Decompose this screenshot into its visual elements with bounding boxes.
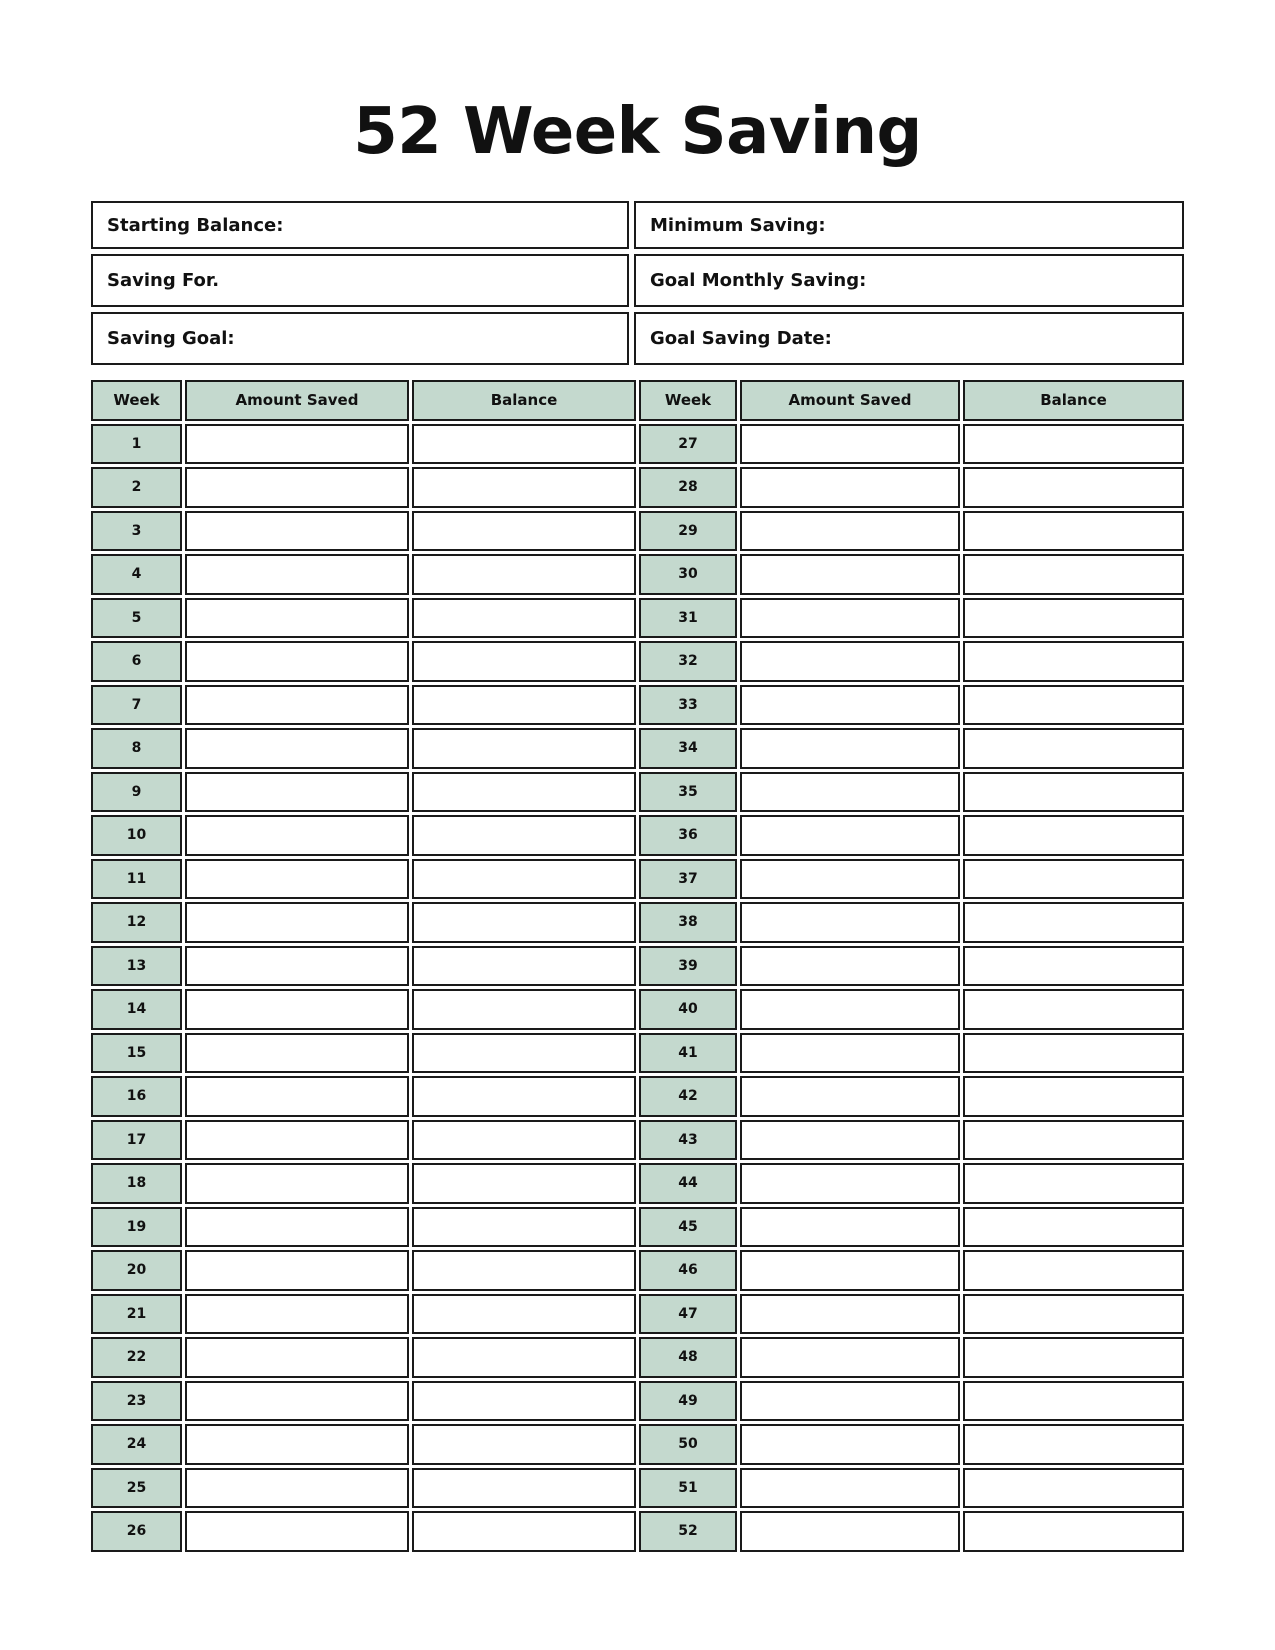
amount-saved-cell[interactable] bbox=[740, 1294, 960, 1335]
amount-saved-cell[interactable] bbox=[740, 728, 960, 769]
amount-saved-header: Amount Saved bbox=[185, 380, 409, 421]
balance-cell[interactable] bbox=[963, 1250, 1184, 1291]
week-number: 14 bbox=[91, 989, 182, 1030]
week-number: 16 bbox=[91, 1076, 182, 1117]
balance-cell[interactable] bbox=[963, 772, 1184, 813]
amount-saved-cell[interactable] bbox=[185, 1294, 409, 1335]
week-number: 22 bbox=[91, 1337, 182, 1378]
amount-saved-cell[interactable] bbox=[740, 1511, 960, 1552]
week-number: 24 bbox=[91, 1424, 182, 1465]
week-number: 51 bbox=[639, 1468, 737, 1509]
week-number: 31 bbox=[639, 598, 737, 639]
week-number: 9 bbox=[91, 772, 182, 813]
balance-cell[interactable] bbox=[963, 859, 1184, 900]
balance-cell[interactable] bbox=[963, 1468, 1184, 1509]
amount-saved-cell[interactable] bbox=[185, 511, 409, 552]
balance-cell[interactable] bbox=[412, 1424, 636, 1465]
amount-saved-cell[interactable] bbox=[740, 1424, 960, 1465]
balance-cell[interactable] bbox=[963, 902, 1184, 943]
amount-saved-cell[interactable] bbox=[185, 554, 409, 595]
week-number: 18 bbox=[91, 1163, 182, 1204]
amount-saved-cell[interactable] bbox=[740, 989, 960, 1030]
week-number: 42 bbox=[639, 1076, 737, 1117]
saving-goal-field[interactable] bbox=[91, 312, 629, 365]
week-number: 36 bbox=[639, 815, 737, 856]
balance-cell[interactable] bbox=[963, 1381, 1184, 1422]
amount-saved-cell[interactable] bbox=[740, 424, 960, 465]
week-number: 50 bbox=[639, 1424, 737, 1465]
balance-cell[interactable] bbox=[412, 989, 636, 1030]
balance-cell[interactable] bbox=[412, 728, 636, 769]
page-title: 52 Week Saving bbox=[353, 95, 922, 169]
week-number: 3 bbox=[91, 511, 182, 552]
week-number: 34 bbox=[639, 728, 737, 769]
week-number: 39 bbox=[639, 946, 737, 987]
week-number: 2 bbox=[91, 467, 182, 508]
amount-saved-cell[interactable] bbox=[740, 554, 960, 595]
balance-cell[interactable] bbox=[963, 1511, 1184, 1552]
amount-saved-cell[interactable] bbox=[185, 641, 409, 682]
amount-saved-cell[interactable] bbox=[185, 1207, 409, 1248]
goal-saving-date-label: Goal Saving Date: bbox=[650, 328, 832, 349]
balance-cell[interactable] bbox=[412, 1337, 636, 1378]
amount-saved-cell[interactable] bbox=[185, 989, 409, 1030]
balance-cell[interactable] bbox=[963, 1337, 1184, 1378]
week-number: 32 bbox=[639, 641, 737, 682]
week-number: 49 bbox=[639, 1381, 737, 1422]
week-number: 23 bbox=[91, 1381, 182, 1422]
week-number: 27 bbox=[639, 424, 737, 465]
balance-cell[interactable] bbox=[412, 424, 636, 465]
balance-cell[interactable] bbox=[412, 685, 636, 726]
amount-saved-cell[interactable] bbox=[185, 424, 409, 465]
amount-saved-cell[interactable] bbox=[740, 685, 960, 726]
week-number: 46 bbox=[639, 1250, 737, 1291]
balance-cell[interactable] bbox=[963, 1294, 1184, 1335]
balance-cell[interactable] bbox=[412, 1207, 636, 1248]
minimum-saving-label: Minimum Saving: bbox=[650, 214, 826, 236]
week-number: 29 bbox=[639, 511, 737, 552]
balance-cell[interactable] bbox=[963, 1120, 1184, 1161]
week-number: 41 bbox=[639, 1033, 737, 1074]
week-number: 33 bbox=[639, 685, 737, 726]
week-number: 25 bbox=[91, 1468, 182, 1509]
amount-saved-cell[interactable] bbox=[740, 641, 960, 682]
week-number: 8 bbox=[91, 728, 182, 769]
balance-header: Balance bbox=[963, 380, 1184, 421]
goal-saving-date-field[interactable] bbox=[634, 312, 1184, 365]
amount-saved-cell[interactable] bbox=[185, 1337, 409, 1378]
amount-saved-cell[interactable] bbox=[740, 1076, 960, 1117]
amount-saved-cell[interactable] bbox=[740, 859, 960, 900]
amount-saved-cell[interactable] bbox=[740, 1120, 960, 1161]
balance-cell[interactable] bbox=[963, 685, 1184, 726]
week-number: 47 bbox=[639, 1294, 737, 1335]
amount-saved-cell[interactable] bbox=[740, 772, 960, 813]
week-number: 13 bbox=[91, 946, 182, 987]
amount-saved-cell[interactable] bbox=[185, 1120, 409, 1161]
amount-saved-cell[interactable] bbox=[185, 1033, 409, 1074]
week-number: 45 bbox=[639, 1207, 737, 1248]
starting-balance-label: Starting Balance: bbox=[107, 214, 284, 236]
amount-saved-cell[interactable] bbox=[185, 1250, 409, 1291]
balance-cell[interactable] bbox=[412, 815, 636, 856]
amount-saved-cell[interactable] bbox=[740, 1250, 960, 1291]
week-number: 35 bbox=[639, 772, 737, 813]
balance-cell[interactable] bbox=[412, 511, 636, 552]
week-number: 44 bbox=[639, 1163, 737, 1204]
saving-goal-label: Saving Goal: bbox=[107, 328, 235, 349]
balance-cell[interactable] bbox=[963, 1163, 1184, 1204]
amount-saved-cell[interactable] bbox=[740, 946, 960, 987]
amount-saved-cell[interactable] bbox=[740, 1207, 960, 1248]
balance-cell[interactable] bbox=[412, 1163, 636, 1204]
week-number: 43 bbox=[639, 1120, 737, 1161]
week-number: 21 bbox=[91, 1294, 182, 1335]
amount-saved-cell[interactable] bbox=[185, 1163, 409, 1204]
balance-cell[interactable] bbox=[963, 554, 1184, 595]
amount-saved-cell[interactable] bbox=[740, 511, 960, 552]
week-number: 11 bbox=[91, 859, 182, 900]
balance-cell[interactable] bbox=[963, 1207, 1184, 1248]
balance-cell[interactable] bbox=[412, 598, 636, 639]
balance-cell[interactable] bbox=[412, 1511, 636, 1552]
week-number: 15 bbox=[91, 1033, 182, 1074]
balance-cell[interactable] bbox=[963, 467, 1184, 508]
balance-cell[interactable] bbox=[412, 1294, 636, 1335]
week-number: 26 bbox=[91, 1511, 182, 1552]
amount-saved-cell[interactable] bbox=[185, 1424, 409, 1465]
week-number: 30 bbox=[639, 554, 737, 595]
balance-cell[interactable] bbox=[412, 641, 636, 682]
week-number: 40 bbox=[639, 989, 737, 1030]
week-number: 1 bbox=[91, 424, 182, 465]
week-number: 52 bbox=[639, 1511, 737, 1552]
week-number: 28 bbox=[639, 467, 737, 508]
starting-balance-field[interactable] bbox=[91, 201, 629, 249]
amount-saved-cell[interactable] bbox=[185, 946, 409, 987]
amount-saved-cell[interactable] bbox=[740, 1381, 960, 1422]
amount-saved-cell[interactable] bbox=[185, 859, 409, 900]
week-number: 12 bbox=[91, 902, 182, 943]
balance-cell[interactable] bbox=[963, 641, 1184, 682]
saving-for-field[interactable] bbox=[91, 254, 629, 307]
amount-saved-cell[interactable] bbox=[185, 1076, 409, 1117]
minimum-saving-field[interactable] bbox=[634, 201, 1184, 249]
amount-saved-cell[interactable] bbox=[185, 1381, 409, 1422]
amount-saved-cell[interactable] bbox=[185, 685, 409, 726]
balance-cell[interactable] bbox=[412, 1033, 636, 1074]
week-number: 10 bbox=[91, 815, 182, 856]
amount-saved-cell[interactable] bbox=[740, 1163, 960, 1204]
balance-cell[interactable] bbox=[963, 1424, 1184, 1465]
balance-cell[interactable] bbox=[963, 815, 1184, 856]
balance-cell[interactable] bbox=[963, 989, 1184, 1030]
amount-saved-cell[interactable] bbox=[740, 467, 960, 508]
goal-monthly-saving-label: Goal Monthly Saving: bbox=[650, 270, 867, 291]
savings-table bbox=[91, 380, 1184, 1595]
balance-cell[interactable] bbox=[412, 1250, 636, 1291]
week-number: 6 bbox=[91, 641, 182, 682]
amount-saved-cell[interactable] bbox=[740, 598, 960, 639]
amount-saved-cell[interactable] bbox=[185, 1468, 409, 1509]
week-header: Week bbox=[91, 380, 182, 421]
amount-saved-cell[interactable] bbox=[740, 1468, 960, 1509]
amount-saved-header: Amount Saved bbox=[740, 380, 960, 421]
amount-saved-cell[interactable] bbox=[740, 1033, 960, 1074]
week-number: 38 bbox=[639, 902, 737, 943]
amount-saved-cell[interactable] bbox=[185, 902, 409, 943]
balance-cell[interactable] bbox=[963, 511, 1184, 552]
week-number: 37 bbox=[639, 859, 737, 900]
amount-saved-cell[interactable] bbox=[185, 598, 409, 639]
balance-cell[interactable] bbox=[963, 1076, 1184, 1117]
balance-cell[interactable] bbox=[412, 467, 636, 508]
week-number: 4 bbox=[91, 554, 182, 595]
week-header: Week bbox=[639, 380, 737, 421]
week-number: 7 bbox=[91, 685, 182, 726]
balance-cell[interactable] bbox=[412, 554, 636, 595]
week-number: 5 bbox=[91, 598, 182, 639]
balance-cell[interactable] bbox=[963, 728, 1184, 769]
balance-cell[interactable] bbox=[412, 1076, 636, 1117]
week-number: 19 bbox=[91, 1207, 182, 1248]
amount-saved-cell[interactable] bbox=[740, 815, 960, 856]
amount-saved-cell[interactable] bbox=[185, 815, 409, 856]
balance-cell[interactable] bbox=[412, 1120, 636, 1161]
amount-saved-cell[interactable] bbox=[185, 467, 409, 508]
balance-cell[interactable] bbox=[412, 902, 636, 943]
balance-cell[interactable] bbox=[963, 1033, 1184, 1074]
week-number: 48 bbox=[639, 1337, 737, 1378]
balance-header: Balance bbox=[412, 380, 636, 421]
week-number: 17 bbox=[91, 1120, 182, 1161]
balance-cell[interactable] bbox=[412, 859, 636, 900]
amount-saved-cell[interactable] bbox=[185, 1511, 409, 1552]
amount-saved-cell[interactable] bbox=[185, 772, 409, 813]
balance-cell[interactable] bbox=[963, 598, 1184, 639]
balance-cell[interactable] bbox=[963, 946, 1184, 987]
goal-monthly-saving-field[interactable] bbox=[634, 254, 1184, 307]
balance-cell[interactable] bbox=[412, 946, 636, 987]
saving-for-label: Saving For. bbox=[107, 270, 220, 291]
balance-cell[interactable] bbox=[412, 1468, 636, 1509]
balance-cell[interactable] bbox=[963, 424, 1184, 465]
amount-saved-cell[interactable] bbox=[740, 1337, 960, 1378]
balance-cell[interactable] bbox=[412, 1381, 636, 1422]
amount-saved-cell[interactable] bbox=[185, 728, 409, 769]
amount-saved-cell[interactable] bbox=[740, 902, 960, 943]
week-number: 20 bbox=[91, 1250, 182, 1291]
balance-cell[interactable] bbox=[412, 772, 636, 813]
